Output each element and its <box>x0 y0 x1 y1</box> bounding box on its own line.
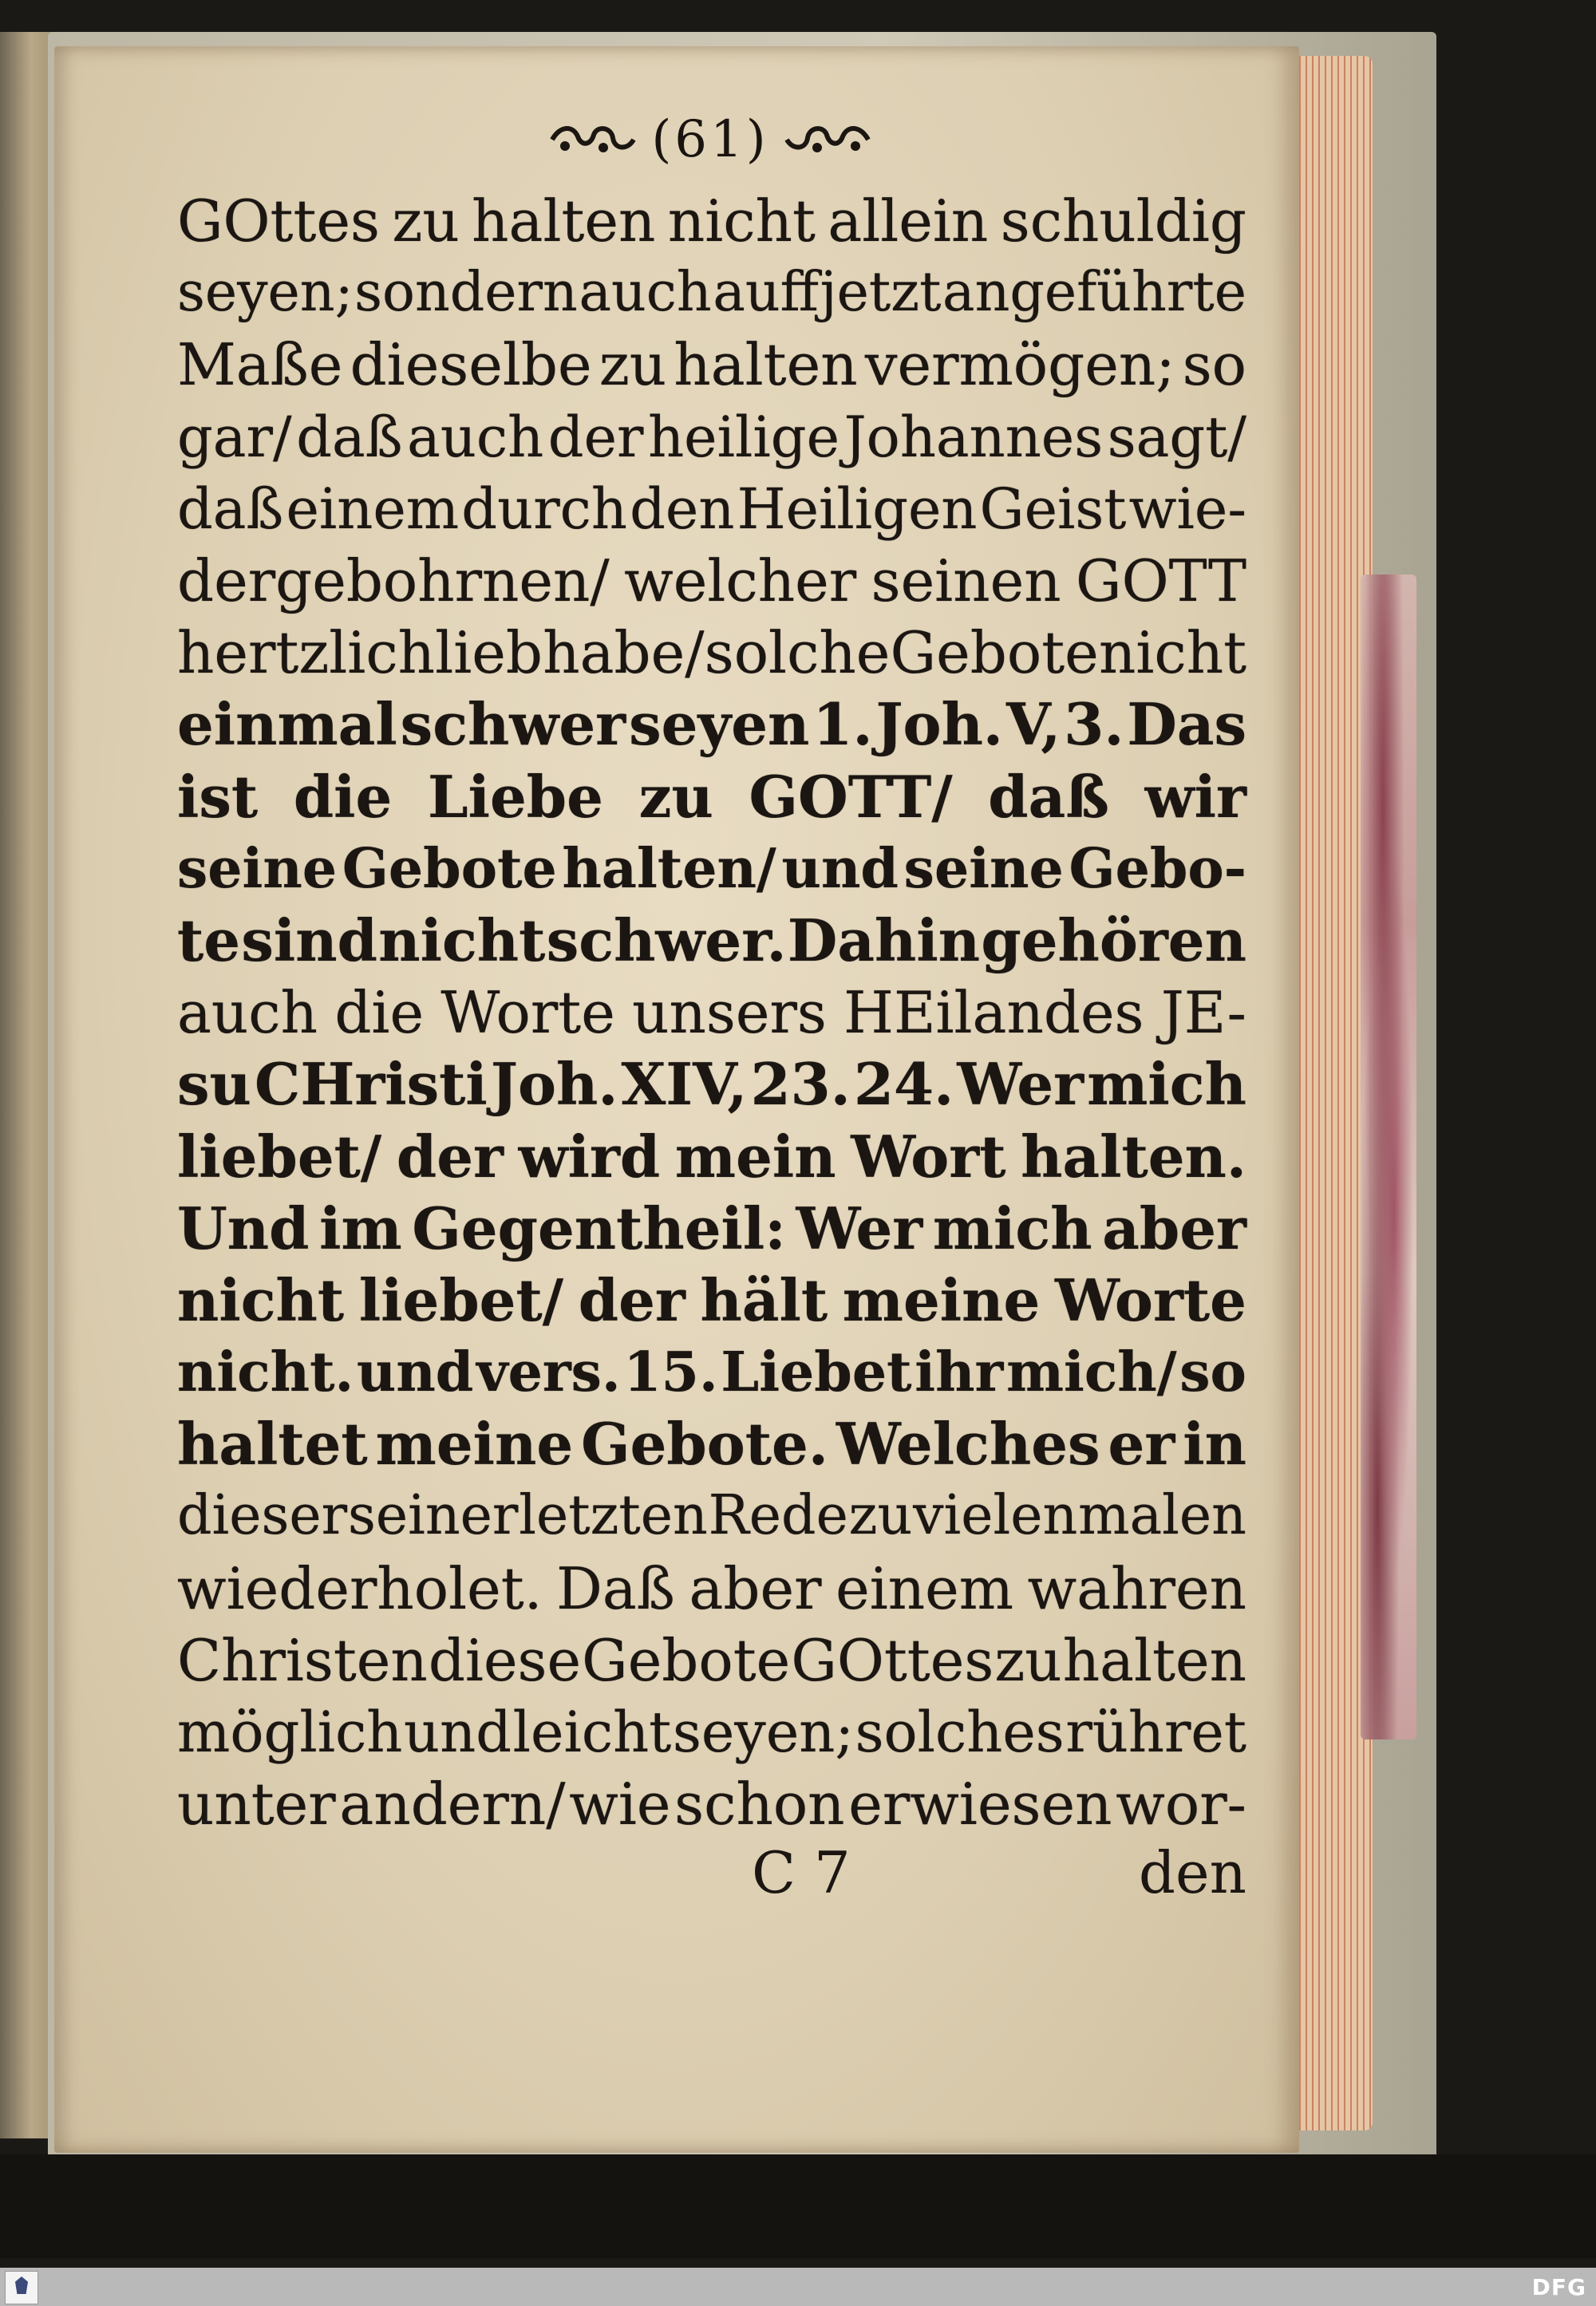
word: welcher <box>624 547 857 615</box>
word: wird <box>518 1122 661 1191</box>
word: angeführte <box>942 261 1246 325</box>
word: wir <box>1144 762 1246 831</box>
word: Welches <box>836 1410 1100 1479</box>
text-line <box>177 977 1246 1048</box>
word: liebet/ <box>177 1122 382 1191</box>
text-line <box>177 1408 1246 1480</box>
word: Heiligen <box>737 476 978 542</box>
word: seine <box>903 836 1064 901</box>
word: rühret <box>1065 1700 1246 1766</box>
library-emblem-icon <box>5 2271 38 2304</box>
word: seyen; <box>177 261 354 325</box>
text-line <box>177 1048 1246 1120</box>
text-line <box>177 1696 1246 1768</box>
bottom-shadow <box>0 2154 1596 2258</box>
word: einmal <box>177 690 397 759</box>
text-line <box>177 1480 1246 1552</box>
word: in <box>1183 1410 1246 1479</box>
word: mich <box>932 1194 1092 1262</box>
word: GOTT/ <box>749 762 953 831</box>
word: Liebe <box>428 762 603 831</box>
word: zu <box>994 1626 1062 1694</box>
word: und <box>404 1700 512 1766</box>
word: schuldig <box>1000 188 1246 255</box>
word: Maße <box>177 331 343 399</box>
word: Joh. <box>875 690 1003 759</box>
word: haltet <box>177 1410 368 1479</box>
word: der <box>547 404 644 470</box>
word: einem <box>286 476 460 542</box>
text-line <box>177 1265 1246 1337</box>
word: unter <box>177 1771 336 1838</box>
text-line <box>177 545 1246 617</box>
word: so <box>1179 1341 1246 1405</box>
word: dieselbe <box>350 331 592 399</box>
word: halten. <box>1021 1122 1246 1191</box>
word: halten <box>472 188 656 255</box>
word: letzten <box>519 1484 708 1548</box>
word: ist <box>177 762 259 831</box>
word: Gebote <box>890 619 1099 687</box>
word: im <box>319 1194 402 1262</box>
word: mich/ <box>1006 1341 1177 1405</box>
word: seyen; <box>672 1700 854 1766</box>
word: vermögen; <box>864 331 1175 399</box>
word: meine <box>842 1266 1041 1334</box>
word: CHristi <box>255 1050 488 1119</box>
text-line <box>177 617 1246 689</box>
word: Wer <box>796 1194 923 1262</box>
word: der <box>578 1266 685 1334</box>
word: Daß <box>556 1554 675 1622</box>
word: schon <box>674 1771 845 1838</box>
word: Wort <box>851 1122 1006 1191</box>
word: ihr <box>915 1341 1004 1405</box>
word: nicht <box>667 188 816 255</box>
word: te <box>177 906 241 974</box>
word: vers. <box>476 1341 621 1405</box>
word: zu <box>392 188 460 255</box>
word: halten/ <box>562 836 776 901</box>
word: wor- <box>1116 1771 1246 1838</box>
word: V, <box>1005 690 1061 759</box>
word: möglich <box>177 1700 403 1766</box>
word: Joh. <box>490 1050 618 1119</box>
word: daß <box>988 762 1109 831</box>
text-line <box>177 185 1246 257</box>
text-line <box>177 1193 1246 1265</box>
footer-bar <box>0 2268 1596 2306</box>
word: Dahin <box>787 906 981 974</box>
text-line <box>177 473 1246 545</box>
word: sondern <box>354 261 578 325</box>
word: Gebote. <box>581 1410 828 1479</box>
word: und <box>781 836 899 901</box>
word: XIV, <box>621 1050 748 1119</box>
word: wie- <box>1128 476 1246 542</box>
word: erwiesen <box>848 1771 1112 1838</box>
text-line <box>177 1120 1246 1192</box>
word: halten <box>674 331 858 399</box>
word: einem <box>836 1554 1014 1622</box>
word: solche <box>704 619 891 687</box>
text-line <box>177 761 1246 833</box>
text-line <box>177 257 1246 329</box>
word: nicht <box>1098 619 1246 687</box>
word: und <box>356 1341 474 1405</box>
word: 3. <box>1064 690 1124 759</box>
word: andern/ <box>339 1771 566 1838</box>
word: malen <box>1078 1484 1246 1548</box>
word: Gegentheil: <box>412 1194 786 1262</box>
word: sagt/ <box>1107 404 1246 470</box>
word: nicht. <box>177 1341 354 1405</box>
word: auff <box>713 261 819 325</box>
word: Worte <box>1054 1266 1246 1334</box>
word: GOTT <box>1076 547 1246 615</box>
page-number: (61) <box>651 110 769 169</box>
text-line <box>177 1337 1246 1408</box>
signature-mark: C 7 <box>752 1839 851 1906</box>
word: Christen <box>177 1626 428 1694</box>
footer-brand: DFG <box>1531 2274 1586 2300</box>
word: gar/ <box>177 404 292 470</box>
word: vielen <box>913 1484 1078 1548</box>
word: Rede <box>708 1484 848 1548</box>
word: durch <box>461 476 627 542</box>
word: zu <box>598 331 667 399</box>
page-header <box>495 104 926 176</box>
word: su <box>177 1050 251 1119</box>
word: wiederholet. <box>177 1554 543 1622</box>
text-line <box>177 1768 1246 1840</box>
text-line <box>177 1553 1246 1625</box>
word: HEilandes <box>843 979 1144 1047</box>
word: aber <box>1102 1194 1246 1262</box>
word: zu <box>848 1484 913 1548</box>
word: dergebohrnen/ <box>177 547 610 615</box>
word: heilige <box>648 404 840 470</box>
word: aber <box>689 1554 822 1622</box>
word: 23. <box>750 1050 851 1119</box>
word: schwer <box>400 690 626 759</box>
word: seinen <box>871 547 1061 615</box>
word: habe/ <box>543 619 705 687</box>
word: gehören <box>981 906 1246 974</box>
word: Johannes <box>843 404 1104 470</box>
word: allein <box>828 188 989 255</box>
word: die <box>334 979 425 1047</box>
word: zu <box>638 762 713 831</box>
word: GOttes <box>791 1626 994 1694</box>
word: hertzlich <box>177 619 436 687</box>
word: mich <box>1087 1050 1246 1119</box>
word: die <box>293 762 393 831</box>
word: 1. <box>812 690 873 759</box>
word: 15. <box>623 1341 718 1405</box>
word: Und <box>177 1194 310 1262</box>
word: jetzt <box>820 261 942 325</box>
word: JE- <box>1160 979 1246 1047</box>
ornament-left-icon <box>549 122 637 157</box>
word: Geist <box>979 476 1127 542</box>
word: er <box>1108 1410 1175 1479</box>
word: Gebo- <box>1069 836 1246 901</box>
word: daß <box>296 404 403 470</box>
word: Das <box>1127 690 1246 759</box>
body-text <box>177 185 1246 1840</box>
word: sind <box>241 906 377 974</box>
word: Wer <box>957 1050 1084 1119</box>
word: unsers <box>632 979 827 1047</box>
word: mein <box>674 1122 836 1191</box>
text-line <box>177 1625 1246 1696</box>
word: Gebote <box>342 836 557 901</box>
word: wahren <box>1027 1554 1246 1622</box>
word: liebet/ <box>358 1266 564 1334</box>
text-line <box>177 689 1246 760</box>
word: nicht <box>177 1266 345 1334</box>
word: meine <box>375 1410 574 1479</box>
word: leicht <box>512 1700 672 1766</box>
word: Gebote <box>582 1626 791 1694</box>
signature-line <box>177 1839 1246 1911</box>
word: halten <box>1062 1626 1246 1694</box>
word: seyen <box>629 690 810 759</box>
word: Liebet <box>721 1341 912 1405</box>
word: solches <box>855 1700 1065 1766</box>
word: lieb <box>435 619 543 687</box>
word: so <box>1182 331 1246 399</box>
word: der <box>396 1122 504 1191</box>
word: diese <box>428 1626 582 1694</box>
word: hält <box>700 1266 828 1334</box>
word: seine <box>177 836 338 901</box>
word: auch <box>407 404 544 470</box>
text-line <box>177 833 1246 905</box>
word: schwer. <box>546 906 787 974</box>
word: nicht <box>378 906 546 974</box>
catchword: den <box>1138 1839 1246 1906</box>
word: 24. <box>853 1050 954 1119</box>
word: auch <box>579 261 712 325</box>
word: seiner <box>348 1484 519 1548</box>
ornament-right-icon <box>784 122 871 157</box>
text-line <box>177 401 1246 473</box>
text-line <box>177 905 1246 977</box>
word: daß <box>177 476 284 542</box>
text-line <box>177 329 1246 401</box>
word: den <box>630 476 735 542</box>
word: Worte <box>440 979 615 1047</box>
word: wie <box>569 1771 671 1838</box>
word: dieser <box>177 1484 348 1548</box>
marbled-edge <box>1361 575 1416 1739</box>
word: auch <box>177 979 318 1047</box>
word: GOttes <box>177 188 380 255</box>
